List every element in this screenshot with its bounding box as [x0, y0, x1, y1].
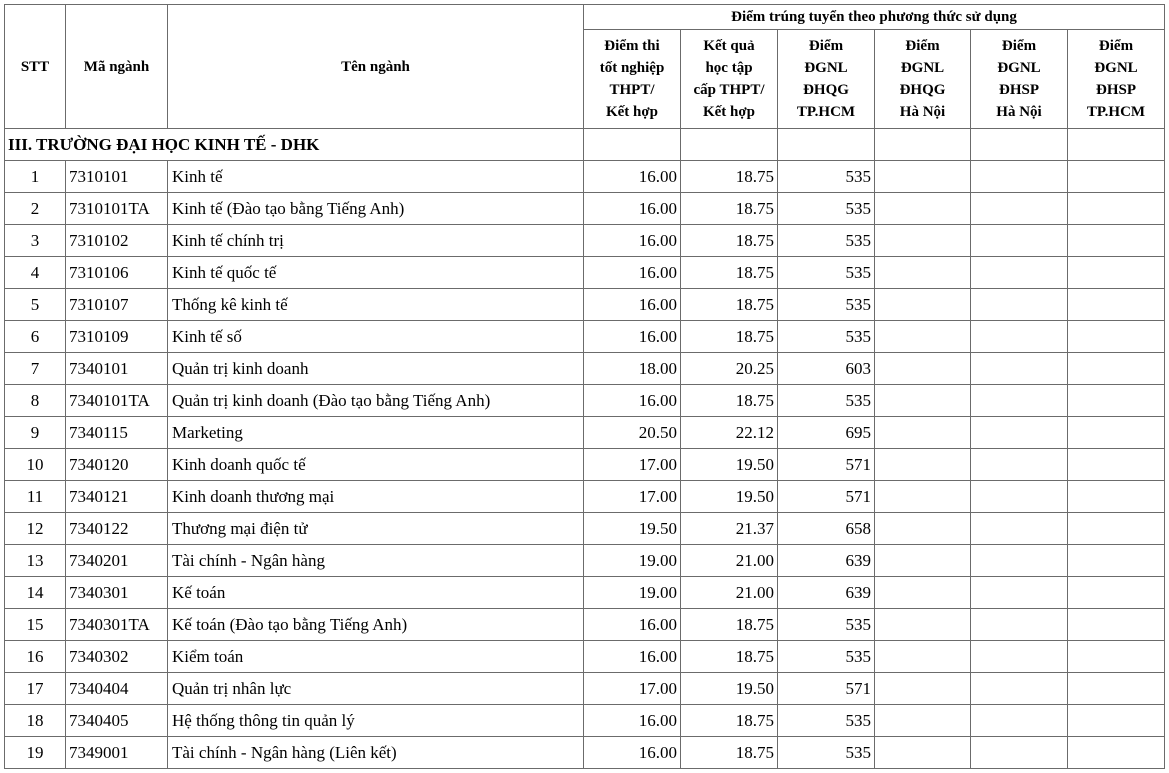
empty-score-cell	[1068, 641, 1165, 673]
stt-cell: 17	[5, 673, 66, 705]
table-row	[5, 289, 1165, 321]
empty-score-cell	[1068, 545, 1165, 577]
empty-score-cell	[875, 641, 971, 673]
dgnl-hcm-score-cell: 535	[778, 641, 875, 673]
hocba-score-cell: 19.50	[681, 449, 778, 481]
header-method-line: Điểm thi	[604, 38, 660, 54]
thpt-score-cell: 16.00	[584, 193, 681, 225]
major-name-cell: Marketing	[168, 417, 584, 449]
thpt-score-cell: 16.00	[584, 161, 681, 193]
hocba-score-cell: 18.75	[681, 385, 778, 417]
dgnl-hcm-score-cell: 535	[778, 385, 875, 417]
dgnl-hcm-score-cell: 535	[778, 609, 875, 641]
empty-score-cell	[875, 545, 971, 577]
table-row	[5, 609, 1165, 641]
empty-score-cell	[1068, 513, 1165, 545]
dgnl-hcm-score-cell: 571	[778, 673, 875, 705]
major-name-cell: Kinh tế	[168, 161, 584, 193]
major-name-cell: Kế toán (Đào tạo bằng Tiếng Anh)	[168, 609, 584, 641]
hocba-score-cell: 18.75	[681, 705, 778, 737]
header-method-2	[681, 30, 778, 129]
hocba-score-cell: 19.50	[681, 481, 778, 513]
empty-score-cell	[1068, 161, 1165, 193]
empty-score-cell	[875, 257, 971, 289]
hocba-score-cell: 18.75	[681, 737, 778, 769]
hocba-score-cell: 22.12	[681, 417, 778, 449]
table-row	[5, 161, 1165, 193]
thpt-score-cell: 17.00	[584, 449, 681, 481]
dgnl-hcm-score-cell: 535	[778, 737, 875, 769]
header-method-3	[778, 30, 875, 129]
major-code-cell: 7340101	[66, 353, 168, 385]
major-name-cell: Quản trị nhân lực	[168, 673, 584, 705]
header-method-line: Điểm	[808, 38, 844, 54]
stt-cell: 9	[5, 417, 66, 449]
dgnl-hcm-score-cell: 639	[778, 545, 875, 577]
table-row	[5, 449, 1165, 481]
empty-score-cell	[875, 577, 971, 609]
dgnl-hcm-score-cell: 639	[778, 577, 875, 609]
major-code-cell: 7340201	[66, 545, 168, 577]
empty-score-cell	[1068, 577, 1165, 609]
empty-score-cell	[875, 161, 971, 193]
major-code-cell: 7340405	[66, 705, 168, 737]
thpt-score-cell: 19.00	[584, 577, 681, 609]
major-code-cell: 7310102	[66, 225, 168, 257]
empty-score-cell	[1068, 321, 1165, 353]
header-method-line: ĐGNL	[997, 60, 1041, 76]
thpt-score-cell: 16.00	[584, 385, 681, 417]
table-row	[5, 417, 1165, 449]
header-code: Mã ngành	[66, 5, 168, 129]
dgnl-hcm-score-cell: 535	[778, 705, 875, 737]
major-code-cell: 7340301TA	[66, 609, 168, 641]
thpt-score-cell: 18.00	[584, 353, 681, 385]
table-cell	[971, 129, 1068, 161]
dgnl-hcm-score-cell: 535	[778, 257, 875, 289]
header-method-line: Điểm	[1098, 38, 1134, 54]
header-method-line: tốt nghiệp	[599, 60, 665, 76]
header-method-line: Hà Nội	[996, 104, 1042, 120]
table-row	[5, 577, 1165, 609]
table-cell	[681, 129, 778, 161]
table-header	[5, 5, 1165, 129]
header-method-line: cấp THPT/	[693, 82, 765, 98]
empty-score-cell	[1068, 417, 1165, 449]
major-code-cell: 7340122	[66, 513, 168, 545]
table-row	[5, 545, 1165, 577]
empty-score-cell	[875, 609, 971, 641]
empty-score-cell	[875, 449, 971, 481]
empty-score-cell	[971, 481, 1068, 513]
major-name-cell: Kinh doanh thương mại	[168, 481, 584, 513]
dgnl-hcm-score-cell: 535	[778, 289, 875, 321]
stt-cell: 14	[5, 577, 66, 609]
major-code-cell: 7310106	[66, 257, 168, 289]
major-code-cell: 7310101	[66, 161, 168, 193]
stt-cell: 18	[5, 705, 66, 737]
empty-score-cell	[875, 737, 971, 769]
header-method-line: TP.HCM	[796, 104, 856, 120]
empty-score-cell	[1068, 481, 1165, 513]
empty-score-cell	[971, 353, 1068, 385]
header-method-line: ĐGNL	[804, 60, 848, 76]
hocba-score-cell: 21.37	[681, 513, 778, 545]
major-name-cell: Kế toán	[168, 577, 584, 609]
hocba-score-cell: 21.00	[681, 545, 778, 577]
empty-score-cell	[875, 417, 971, 449]
header-method-4	[875, 30, 971, 129]
hocba-score-cell: 18.75	[681, 161, 778, 193]
table-row	[5, 385, 1165, 417]
major-code-cell: 7340120	[66, 449, 168, 481]
header-method-6	[1068, 30, 1165, 129]
hocba-score-cell: 18.75	[681, 289, 778, 321]
empty-score-cell	[971, 673, 1068, 705]
dgnl-hcm-score-cell: 535	[778, 321, 875, 353]
table-cell	[1068, 129, 1165, 161]
empty-score-cell	[875, 513, 971, 545]
empty-score-cell	[875, 353, 971, 385]
empty-score-cell	[971, 577, 1068, 609]
major-name-cell: Tài chính - Ngân hàng (Liên kết)	[168, 737, 584, 769]
empty-score-cell	[1068, 193, 1165, 225]
dgnl-hcm-score-cell: 658	[778, 513, 875, 545]
major-name-cell: Thương mại điện tử	[168, 513, 584, 545]
major-name-cell: Kiểm toán	[168, 641, 584, 673]
empty-score-cell	[1068, 257, 1165, 289]
hocba-score-cell: 18.75	[681, 193, 778, 225]
major-name-cell: Thống kê kinh tế	[168, 289, 584, 321]
empty-score-cell	[875, 385, 971, 417]
hocba-score-cell: 18.75	[681, 225, 778, 257]
dgnl-hcm-score-cell: 603	[778, 353, 875, 385]
header-method-line: ĐHSP	[998, 82, 1039, 98]
empty-score-cell	[971, 385, 1068, 417]
empty-score-cell	[971, 257, 1068, 289]
empty-score-cell	[971, 513, 1068, 545]
major-code-cell: 7310109	[66, 321, 168, 353]
admission-scores-table	[4, 4, 1165, 769]
stt-cell: 3	[5, 225, 66, 257]
stt-cell: 5	[5, 289, 66, 321]
header-method-line: Kết hợp	[702, 104, 756, 120]
major-code-cell: 7340101TA	[66, 385, 168, 417]
empty-score-cell	[875, 289, 971, 321]
empty-score-cell	[875, 481, 971, 513]
major-code-cell: 7340115	[66, 417, 168, 449]
table-row	[5, 257, 1165, 289]
dgnl-hcm-score-cell: 695	[778, 417, 875, 449]
empty-score-cell	[1068, 289, 1165, 321]
header-method-line: học tập	[705, 60, 753, 76]
thpt-score-cell: 16.00	[584, 289, 681, 321]
stt-cell: 10	[5, 449, 66, 481]
empty-score-cell	[1068, 737, 1165, 769]
thpt-score-cell: 17.00	[584, 673, 681, 705]
table-row	[5, 353, 1165, 385]
thpt-score-cell: 16.00	[584, 737, 681, 769]
stt-cell: 6	[5, 321, 66, 353]
table-row	[5, 321, 1165, 353]
empty-score-cell	[971, 321, 1068, 353]
empty-score-cell	[1068, 449, 1165, 481]
table-row	[5, 481, 1165, 513]
table-row	[5, 705, 1165, 737]
header-method-line: ĐHSP	[1095, 82, 1136, 98]
major-name-cell: Kinh tế số	[168, 321, 584, 353]
major-name-cell: Kinh doanh quốc tế	[168, 449, 584, 481]
empty-score-cell	[875, 321, 971, 353]
major-name-cell: Kinh tế quốc tế	[168, 257, 584, 289]
major-name-cell: Hệ thống thông tin quản lý	[168, 705, 584, 737]
table-row	[5, 225, 1165, 257]
header-group: Điểm trúng tuyển theo phương thức sử dụng	[584, 5, 1165, 30]
hocba-score-cell: 18.75	[681, 321, 778, 353]
major-name-cell: Quản trị kinh doanh (Đào tạo bằng Tiếng Anh)	[168, 385, 584, 417]
header-method-line: ĐGNL	[900, 60, 945, 76]
major-name-cell: Tài chính - Ngân hàng	[168, 545, 584, 577]
empty-score-cell	[971, 225, 1068, 257]
stt-cell: 2	[5, 193, 66, 225]
header-method-line: Hà Nội	[899, 104, 946, 120]
hocba-score-cell: 19.50	[681, 673, 778, 705]
header-name: Tên ngành	[168, 5, 584, 129]
major-code-cell: 7349001	[66, 737, 168, 769]
empty-score-cell	[875, 673, 971, 705]
header-method-line: ĐHQG	[803, 82, 849, 98]
header-method-1	[584, 30, 681, 129]
major-code-cell: 7340302	[66, 641, 168, 673]
empty-score-cell	[971, 705, 1068, 737]
thpt-score-cell: 20.50	[584, 417, 681, 449]
stt-cell: 12	[5, 513, 66, 545]
empty-score-cell	[971, 417, 1068, 449]
header-method-5	[971, 30, 1068, 129]
empty-score-cell	[971, 289, 1068, 321]
dgnl-hcm-score-cell: 571	[778, 481, 875, 513]
table-cell	[875, 129, 971, 161]
stt-cell: 13	[5, 545, 66, 577]
header-method-line: Điểm	[905, 38, 940, 54]
empty-score-cell	[971, 161, 1068, 193]
thpt-score-cell: 16.00	[584, 641, 681, 673]
empty-score-cell	[1068, 225, 1165, 257]
hocba-score-cell: 18.75	[681, 641, 778, 673]
header-method-line: Điểm	[1001, 38, 1037, 54]
section-title: III. TRƯỜNG ĐẠI HỌC KINH TẾ - DHK	[5, 129, 584, 161]
header-method-line: Kết quả	[703, 38, 755, 54]
stt-cell: 7	[5, 353, 66, 385]
major-code-cell: 7340301	[66, 577, 168, 609]
header-method-line: ĐGNL	[1094, 60, 1138, 76]
empty-score-cell	[1068, 385, 1165, 417]
empty-score-cell	[1068, 705, 1165, 737]
empty-score-cell	[971, 609, 1068, 641]
dgnl-hcm-score-cell: 571	[778, 449, 875, 481]
hocba-score-cell: 18.75	[681, 257, 778, 289]
hocba-score-cell: 20.25	[681, 353, 778, 385]
thpt-score-cell: 19.50	[584, 513, 681, 545]
stt-cell: 15	[5, 609, 66, 641]
stt-cell: 4	[5, 257, 66, 289]
table-cell	[778, 129, 875, 161]
header-method-line: THPT/	[609, 82, 655, 98]
table-row	[5, 673, 1165, 705]
major-code-cell: 7340404	[66, 673, 168, 705]
header-method-line: ĐHQG	[899, 82, 946, 98]
stt-cell: 19	[5, 737, 66, 769]
hocba-score-cell: 21.00	[681, 577, 778, 609]
major-name-cell: Kinh tế chính trị	[168, 225, 584, 257]
thpt-score-cell: 16.00	[584, 225, 681, 257]
empty-score-cell	[971, 545, 1068, 577]
table-row	[5, 737, 1165, 769]
dgnl-hcm-score-cell: 535	[778, 161, 875, 193]
empty-score-cell	[971, 641, 1068, 673]
thpt-score-cell: 16.00	[584, 609, 681, 641]
thpt-score-cell: 19.00	[584, 545, 681, 577]
dgnl-hcm-score-cell: 535	[778, 193, 875, 225]
header-stt: STT	[5, 5, 66, 129]
stt-cell: 1	[5, 161, 66, 193]
hocba-score-cell: 18.75	[681, 609, 778, 641]
empty-score-cell	[875, 193, 971, 225]
dgnl-hcm-score-cell: 535	[778, 225, 875, 257]
thpt-score-cell: 16.00	[584, 321, 681, 353]
table-row	[5, 641, 1165, 673]
table-body	[5, 129, 1165, 769]
stt-cell: 16	[5, 641, 66, 673]
empty-score-cell	[971, 449, 1068, 481]
empty-score-cell	[1068, 353, 1165, 385]
empty-score-cell	[971, 193, 1068, 225]
empty-score-cell	[1068, 673, 1165, 705]
empty-score-cell	[875, 225, 971, 257]
admission-table-container	[4, 4, 1165, 769]
thpt-score-cell: 16.00	[584, 705, 681, 737]
table-cell	[584, 129, 681, 161]
thpt-score-cell: 16.00	[584, 257, 681, 289]
empty-score-cell	[875, 705, 971, 737]
stt-cell: 11	[5, 481, 66, 513]
table-row	[5, 193, 1165, 225]
empty-score-cell	[1068, 609, 1165, 641]
table-row	[5, 513, 1165, 545]
major-code-cell: 7340121	[66, 481, 168, 513]
stt-cell: 8	[5, 385, 66, 417]
header-method-line: Kết hợp	[605, 104, 659, 120]
empty-score-cell	[971, 737, 1068, 769]
section-row	[5, 129, 1165, 161]
major-name-cell: Kinh tế (Đào tạo bằng Tiếng Anh)	[168, 193, 584, 225]
header-method-line: TP.HCM	[1086, 104, 1146, 120]
thpt-score-cell: 17.00	[584, 481, 681, 513]
major-name-cell: Quản trị kinh doanh	[168, 353, 584, 385]
major-code-cell: 7310101TA	[66, 193, 168, 225]
major-code-cell: 7310107	[66, 289, 168, 321]
